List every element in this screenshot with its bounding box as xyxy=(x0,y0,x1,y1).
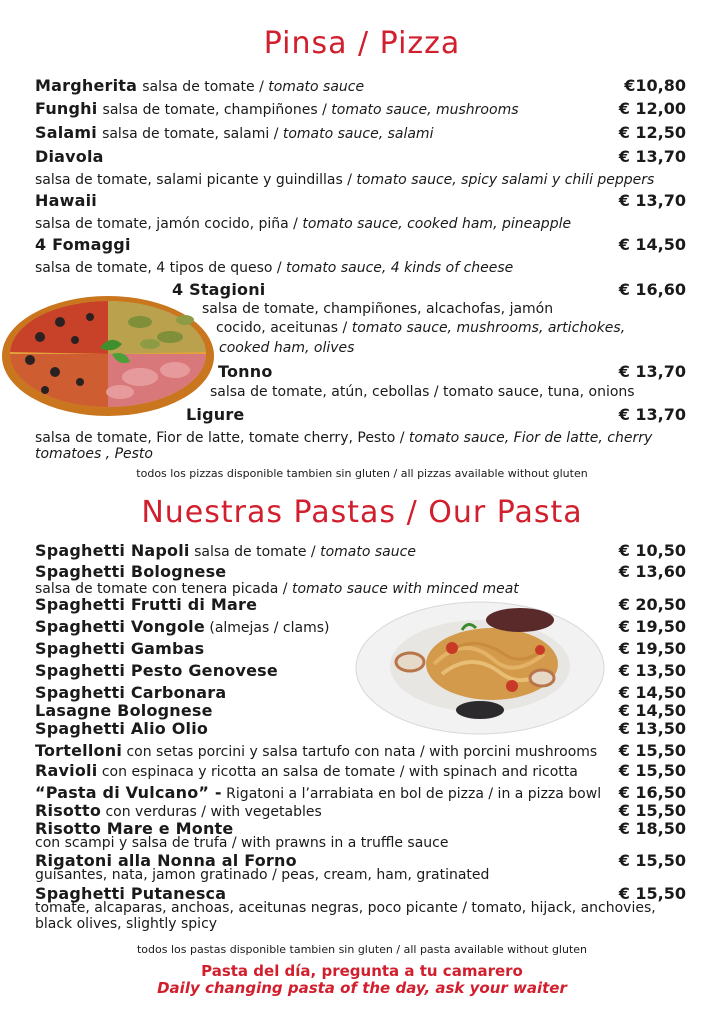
pizza-item-margherita xyxy=(35,76,364,95)
item-desc-en: cooked ham, olives xyxy=(219,340,355,356)
pasta-item-rigatoni-nonna: Rigatoni alla Nonna al Forno xyxy=(35,851,297,870)
item-desc-en: tomato sauce, 4 kinds of cheese xyxy=(286,260,514,276)
pasta-item-alio-olio: Spaghetti Alio Olio xyxy=(35,719,209,738)
item-desc-en: tomato sauce xyxy=(268,79,365,95)
item-desc: black olives, slightly spicy xyxy=(35,916,218,932)
item-desc-line xyxy=(35,257,513,276)
item-desc-en: tomato sauce with minced meat xyxy=(291,581,519,597)
pasta-image xyxy=(352,590,608,738)
item-desc-line xyxy=(35,427,652,446)
item-price: € 19,50 xyxy=(618,639,686,658)
item-desc-en: tomato sauce, salami xyxy=(282,126,434,142)
item-desc: (almejas / clams) xyxy=(204,620,330,636)
item-price: € 14,50 xyxy=(618,683,686,702)
item-desc: cocido, aceitunas / xyxy=(216,320,352,336)
item-name: Tortelloni xyxy=(35,741,123,760)
item-desc: salsa de tomate / xyxy=(142,79,269,95)
pasta-item-vongole xyxy=(35,617,329,636)
pizza-item-tonno: Tonno xyxy=(218,362,273,381)
pasta-item-putanesca: Spaghetti Putanesca xyxy=(35,884,227,903)
item-price: € 14,50 xyxy=(618,701,686,720)
item-price: € 16,60 xyxy=(618,280,686,299)
item-desc: con scampi y salsa de trufa / with prawns in a truffle sauce xyxy=(35,835,449,851)
item-price: € 12,00 xyxy=(618,99,686,118)
pizza-item-ligure: Ligure xyxy=(186,405,245,424)
item-name: Ravioli xyxy=(35,761,98,780)
item-desc: con espinaca y ricotta an salsa de tomate / with spinach and ricotta xyxy=(97,764,578,780)
pasta-item-risotto xyxy=(35,801,322,820)
pizza-image xyxy=(0,282,216,422)
item-desc: con setas porcini y salsa tartufo con nata / with porcini mushrooms xyxy=(122,744,598,760)
pizza-gluten-note: todos los pizzas disponible tambien sin gluten / all pizzas available without gluten xyxy=(136,467,588,480)
item-price: € 16,50 xyxy=(618,783,686,802)
pasta-item-ravioli xyxy=(35,761,578,780)
pasta-item-pesto: Spaghetti Pesto Genovese xyxy=(35,661,278,680)
item-name: 4 Fomaggi xyxy=(35,235,131,254)
item-price: € 13,70 xyxy=(618,405,686,424)
pizza-item-funghi xyxy=(35,99,519,118)
item-price: € 12,50 xyxy=(618,123,686,142)
item-desc-en: tomato sauce, mushrooms xyxy=(331,102,519,118)
item-price: € 15,50 xyxy=(618,741,686,760)
pasta-gluten-note: todos los pastas disponible tambien sin gluten / all pasta available without gluten xyxy=(136,943,588,956)
item-name: Spaghetti Napoli xyxy=(35,541,190,560)
pasta-item-risotto-mare-monte: Risotto Mare e Monte xyxy=(35,819,234,838)
daily-pasta-en: Daily changing pasta of the day, ask your waiter xyxy=(157,979,567,997)
item-price: € 15,50 xyxy=(618,884,686,903)
item-price: € 15,50 xyxy=(618,801,686,820)
item-name: Hawaii xyxy=(35,191,97,210)
pizza-section-title: Pinsa / Pizza xyxy=(263,26,461,61)
pasta-item-bolognese: Spaghetti Bolognese xyxy=(35,562,227,581)
item-price: € 10,50 xyxy=(618,541,686,560)
item-desc-line xyxy=(35,169,654,188)
item-desc-en: tomato sauce, cooked ham, pineapple xyxy=(302,216,572,232)
item-desc: salsa de tomate, Fior de latte, tomate cherry, Pesto / xyxy=(35,430,409,446)
pasta-item-carbonara: Spaghetti Carbonara xyxy=(35,683,227,702)
pizza-item-4-stagioni: 4 Stagioni xyxy=(172,280,266,299)
pasta-item-tortelloni xyxy=(35,741,597,760)
item-desc: tomate, alcaparas, anchoas, aceitunas negras, poco picante / tomato, hijack, anchovies, xyxy=(35,900,656,916)
item-price: € 15,50 xyxy=(618,761,686,780)
item-price: € 18,50 xyxy=(618,819,686,838)
item-price: €10,80 xyxy=(624,76,686,95)
pasta-item-napoli xyxy=(35,541,416,560)
item-desc: salsa de tomate, jamón cocido, piña / xyxy=(35,216,303,232)
pizza-item-4-formaggi xyxy=(35,235,131,254)
item-desc-en: tomato sauce xyxy=(320,544,416,560)
item-price: € 13,50 xyxy=(618,661,686,680)
item-desc: salsa de tomate, salami / xyxy=(102,126,283,142)
item-price: € 13,70 xyxy=(618,362,686,381)
item-name: Risotto xyxy=(35,801,102,820)
item-desc: con verduras / with vegetables xyxy=(101,804,322,820)
item-name: Spaghetti Vongole xyxy=(35,617,205,636)
pasta-section-title: Nuestras Pastas / Our Pasta xyxy=(141,495,583,530)
item-desc: salsa de tomate con tenera picada / xyxy=(35,581,292,597)
pasta-item-lasagne: Lasagne Bolognese xyxy=(35,701,213,720)
pizza-item-diavola xyxy=(35,147,104,166)
item-desc-en: tomatoes , Pesto xyxy=(35,446,153,462)
item-price: € 15,50 xyxy=(618,851,686,870)
item-name: Diavola xyxy=(35,147,104,166)
pasta-item-gambas: Spaghetti Gambas xyxy=(35,639,205,658)
item-desc: salsa de tomate, 4 tipos de queso / xyxy=(35,260,287,276)
pizza-item-salami xyxy=(35,123,433,142)
item-price: € 13,70 xyxy=(618,147,686,166)
item-price: € 13,60 xyxy=(618,562,686,581)
item-price: € 13,50 xyxy=(618,719,686,738)
item-desc-en: tomato sauce, Fior de latte, cherry xyxy=(408,430,653,446)
item-desc: salsa de tomate / xyxy=(189,544,321,560)
item-desc-line xyxy=(35,213,571,232)
item-name: Margherita xyxy=(35,76,138,95)
daily-pasta-es: Pasta del día, pregunta a tu camarero xyxy=(201,962,523,980)
item-price: € 13,70 xyxy=(618,191,686,210)
item-desc: salsa de tomate, salami picante y guindillas / xyxy=(35,172,357,188)
item-desc: salsa de tomate, champiñones / xyxy=(102,102,332,118)
item-desc: salsa de tomate, atún, cebollas / tomato sauce, tuna, onions xyxy=(210,384,635,400)
item-desc: guisantes, nata, jamon gratinado / peas, cream, ham, gratinated xyxy=(35,867,490,883)
item-price: € 20,50 xyxy=(618,595,686,614)
item-name: Salami xyxy=(35,123,97,142)
item-name: “Pasta di Vulcano” - xyxy=(35,783,222,802)
item-desc: salsa de tomate, champiñones, alcachofas, jamón xyxy=(202,301,554,317)
item-price: € 14,50 xyxy=(618,235,686,254)
item-desc-en: tomato sauce, mushrooms, artichokes, xyxy=(351,320,626,336)
pasta-item-frutti-di-mare: Spaghetti Frutti di Mare xyxy=(35,595,258,614)
item-name: Funghi xyxy=(35,99,98,118)
item-desc: Rigatoni a l’arrabiata en bol de pizza / in a pizza bowl xyxy=(221,786,602,802)
item-desc-line xyxy=(216,320,625,336)
item-desc-en: tomato sauce, spicy salami y chili peppers xyxy=(356,172,655,188)
pasta-item-vulcano xyxy=(35,783,601,802)
item-price: € 19,50 xyxy=(618,617,686,636)
pizza-item-hawaii xyxy=(35,191,97,210)
